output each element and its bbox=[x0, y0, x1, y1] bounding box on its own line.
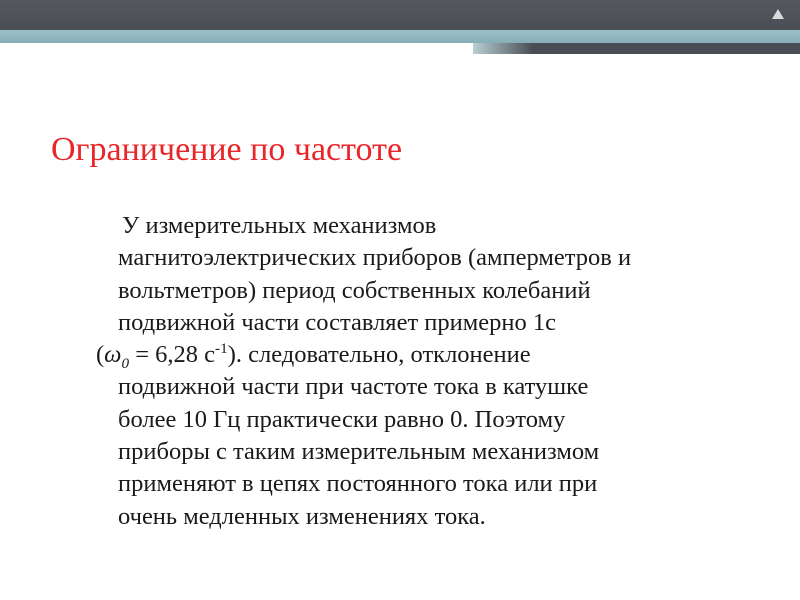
text-line-5-rest: ). следовательно, отклонение bbox=[227, 341, 531, 369]
header-teal-bar bbox=[0, 30, 800, 43]
text-line-9: применяют в цепях постоянного тока или при bbox=[118, 470, 598, 498]
text-line-3: вольтметров) период собственных колебаний bbox=[118, 276, 591, 304]
slide-title: Ограничение по частоте bbox=[51, 131, 403, 168]
header-bar-fade bbox=[473, 43, 533, 54]
omega-symbol: ω bbox=[104, 341, 122, 369]
text-line-8: приборы с таким измерительным механизмом bbox=[118, 438, 600, 466]
text-line-5 bbox=[96, 339, 776, 371]
text-line-10: очень медленных изменениях тока. bbox=[118, 502, 486, 530]
text-line-7: более 10 Гц практически равно 0. Поэтому bbox=[118, 405, 566, 433]
text-line-2: магнитоэлектрических приборов (амперметров и bbox=[118, 244, 632, 272]
open-paren: ( bbox=[96, 341, 105, 369]
omega-subscript: 0 bbox=[121, 355, 130, 373]
frequency-value: = 6,28 с bbox=[129, 341, 216, 369]
slide-body-paragraph bbox=[96, 210, 776, 533]
text-line-4: подвижной части составляет примерно 1с bbox=[118, 308, 556, 336]
triangle-up-icon bbox=[772, 9, 784, 19]
text-line-1: У измерительных механизмов bbox=[122, 212, 437, 239]
header-dark-bar bbox=[0, 0, 800, 30]
unit-exponent: -1 bbox=[215, 340, 228, 358]
text-line-6: подвижной части при частоте тока в катушке bbox=[118, 373, 589, 401]
